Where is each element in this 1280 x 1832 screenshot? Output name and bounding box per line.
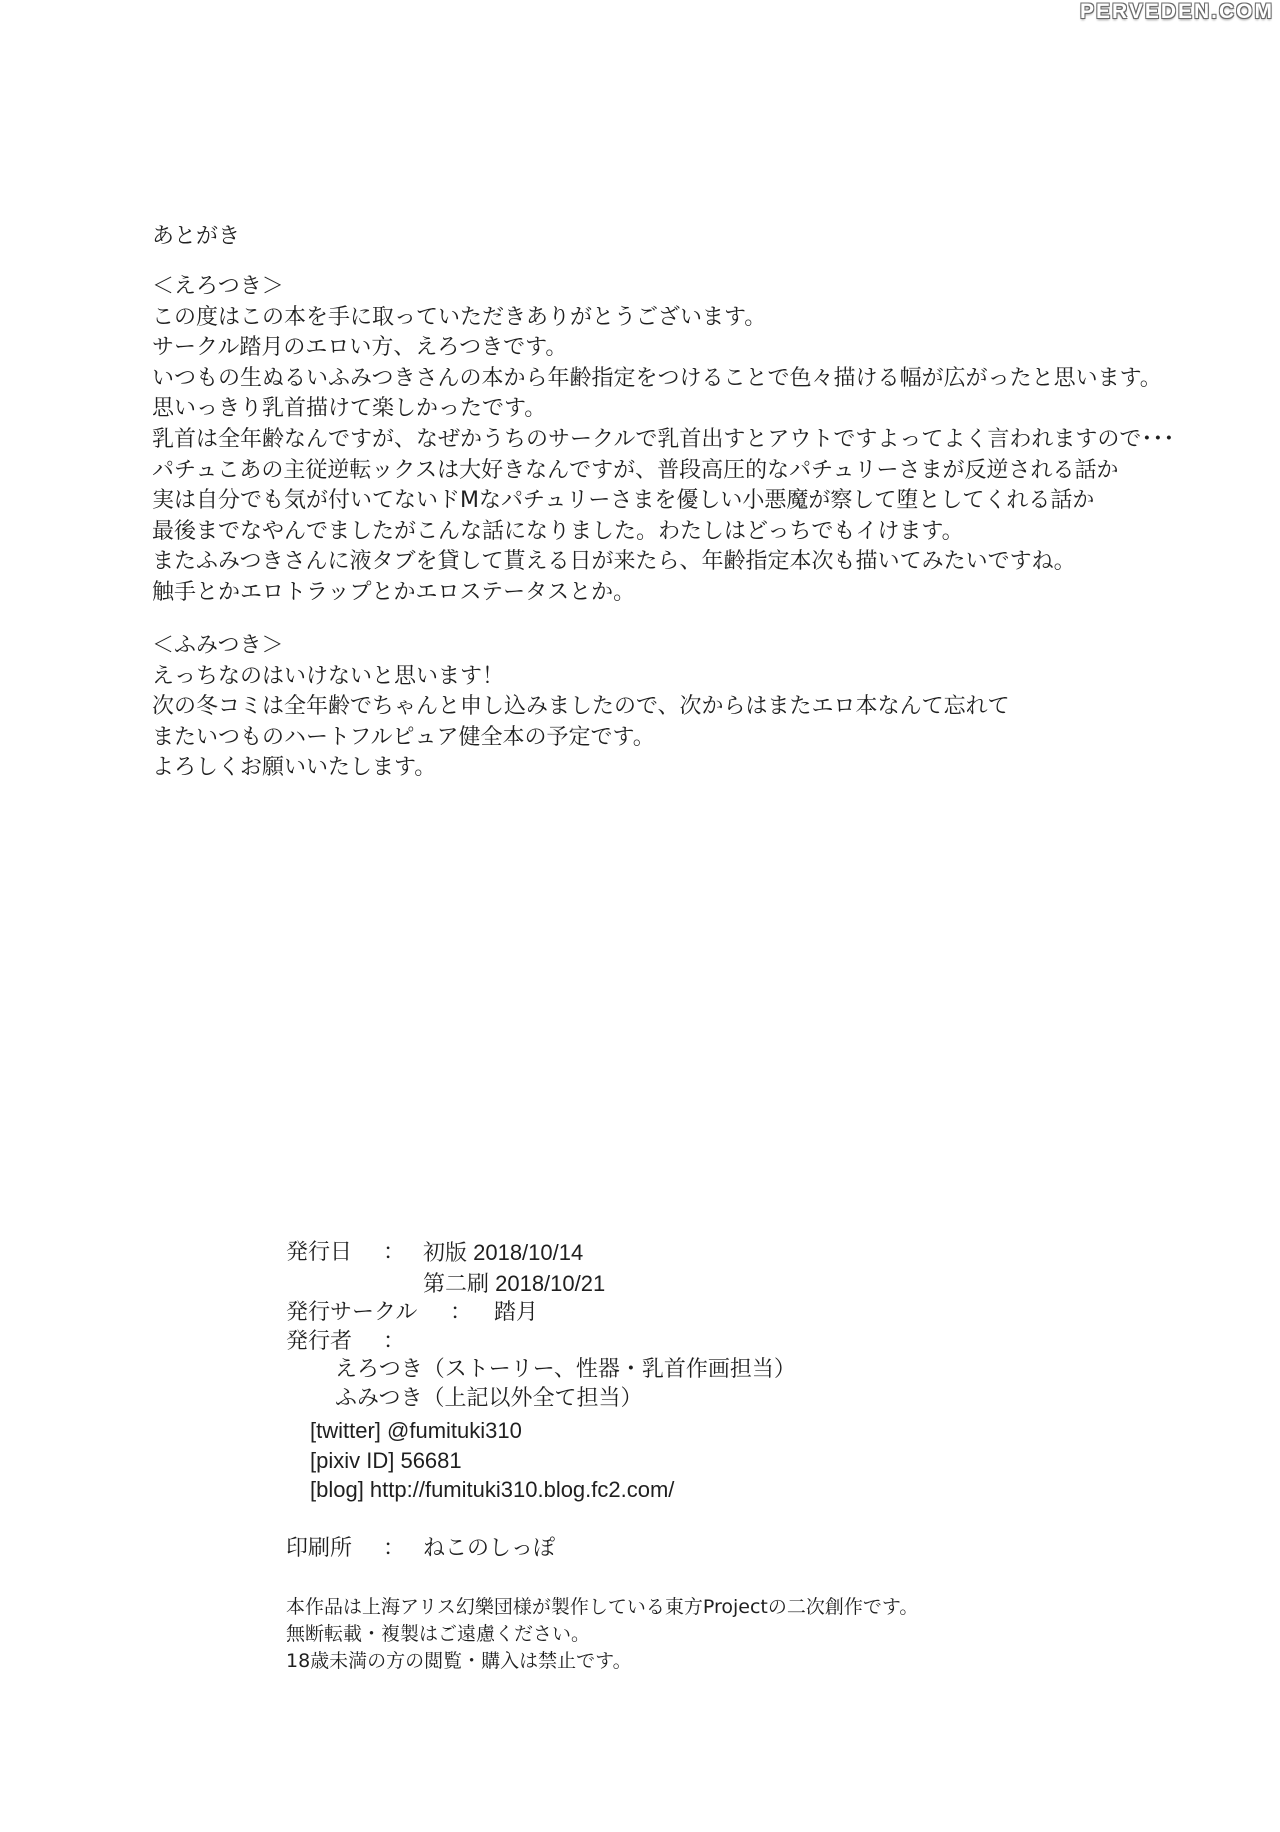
- afterword-line: いつもの生ぬるいふみつきさんの本から年齢指定をつけることで色々描ける幅が広がったと思います。: [152, 365, 1162, 391]
- colophon-printer-label: 印刷所: [286, 1536, 353, 1561]
- afterword-line: この度はこの本を手に取っていただきありがとうございます。: [152, 304, 767, 330]
- section-heading: ＜えろつき＞: [152, 274, 284, 299]
- afterword-line: 思いっきり乳首描けて楽しかったです。: [152, 396, 547, 422]
- printer-name: ねこのしっぽ: [423, 1536, 556, 1561]
- circle-name: 踏月: [494, 1300, 539, 1325]
- legal-notes: [286, 1594, 918, 1675]
- afterword-section-fumitsuki: [152, 631, 1010, 784]
- colophon-date-label: 発行日: [286, 1240, 353, 1265]
- colophon-separator: ：: [383, 1329, 406, 1354]
- publisher-entry: えろつき（ストーリー、性器・乳首作画担当）: [335, 1357, 796, 1382]
- afterword-line: 乳首は全年齢なんですが、なぜかうちのサークルで乳首出すとアウトですよってよく言われますので･･･: [152, 426, 1175, 452]
- second-printing-date: 第二刷 2018/10/21: [423, 1271, 606, 1296]
- colophon-separator: ：: [383, 1536, 406, 1561]
- colophon-separator: ：: [450, 1300, 473, 1325]
- afterword-line: パチュこあの主従逆転ックスは大好きなんですが、普段高圧的なパチュリーさまが反逆される話か: [152, 457, 1119, 483]
- afterword-line: えっちなのはいけないと思います！: [152, 663, 505, 689]
- first-edition-date: 初版 2018/10/14: [423, 1240, 584, 1265]
- afterword-line: 実は自分でも気が付いてないドMなパチュリーさまを優しい小悪魔が察して堕としてくれる話か: [152, 488, 1095, 514]
- afterword-line: またふみつきさんに液タブを貸して貰える日が来たら、年齢指定本次も描いてみたいですね。: [152, 549, 1076, 575]
- colophon-circle-label: 発行サークル: [286, 1300, 418, 1325]
- afterword-line: 触手とかエロトラップとかエロステータスとか。: [152, 579, 636, 605]
- afterword-line: よろしくお願いいたします。: [152, 755, 437, 781]
- blog-url: [blog] http://fumituki310.blog.fc2.com/: [310, 1477, 675, 1502]
- legal-note: 18歳未満の方の閲覧・購入は禁止です。: [286, 1650, 632, 1672]
- colophon-publisher-label: 発行者: [286, 1329, 353, 1354]
- afterword-title: あとがき: [152, 224, 241, 249]
- colophon-separator: ：: [383, 1240, 406, 1265]
- site-watermark: PERVEDEN.COM: [1080, 0, 1274, 23]
- legal-note: 無断転載・複製はご遠慮ください。: [286, 1623, 591, 1645]
- publisher-entry: ふみつき（上記以外全て担当）: [335, 1386, 643, 1411]
- afterword-line: 最後までなやんでましたがこんな話になりました。わたしはどっちでもイけます。: [152, 518, 964, 544]
- afterword-line: またいつものハートフルピュア健全本の予定です。: [152, 724, 655, 750]
- pixiv-id: [pixiv ID] 56681: [310, 1448, 462, 1473]
- twitter-handle: [twitter] @fumituki310: [310, 1418, 522, 1443]
- legal-note: 本作品は上海アリス幻樂団様が製作している東方Projectの二次創作です。: [286, 1596, 919, 1618]
- afterword-section-erotsuki: [152, 272, 1174, 609]
- section-heading: ＜ふみつき＞: [152, 633, 284, 658]
- afterword-line: サークル踏月のエロい方、えろつきです。: [152, 335, 568, 361]
- afterword-line: 次の冬コミは全年齢でちゃんと申し込みましたので、次からはまたエロ本なんて忘れて: [152, 694, 1010, 720]
